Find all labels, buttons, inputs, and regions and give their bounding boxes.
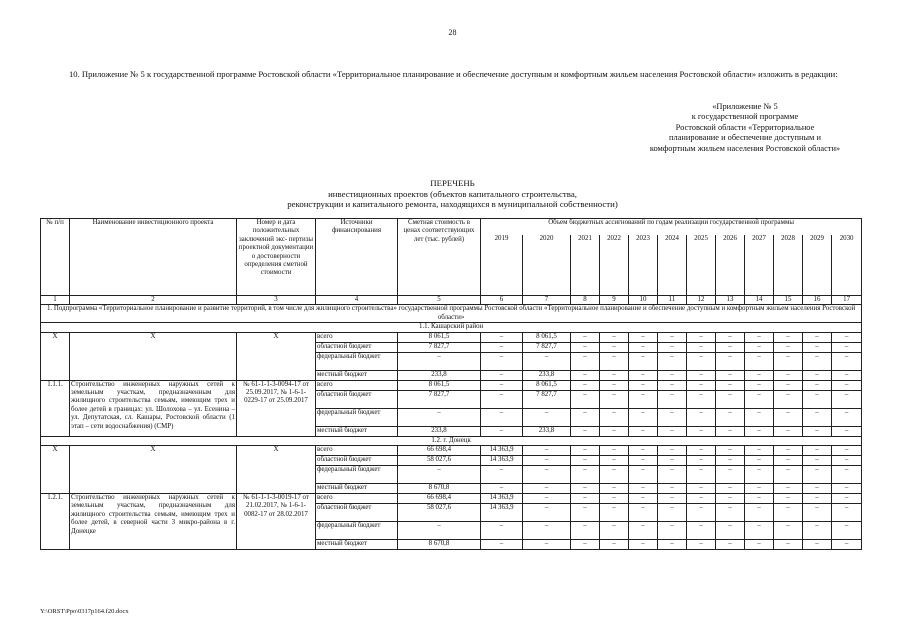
year-value: – bbox=[745, 456, 774, 466]
column-number: 2 bbox=[70, 296, 237, 305]
column-number: 3 bbox=[237, 296, 316, 305]
year-value: – bbox=[658, 332, 687, 342]
year-value: – bbox=[803, 332, 832, 342]
year-value: – bbox=[571, 352, 600, 370]
header-sources: Источники финансирования bbox=[316, 219, 398, 296]
document-title bbox=[0, 178, 905, 210]
year-value: – bbox=[832, 494, 862, 504]
year-header: 2029 bbox=[803, 235, 832, 296]
funding-source: областной бюджет bbox=[316, 456, 398, 466]
year-value: – bbox=[716, 332, 745, 342]
year-value: – bbox=[716, 390, 745, 408]
year-header: 2028 bbox=[774, 235, 803, 296]
estimated-cost: 233,8 bbox=[398, 370, 481, 380]
year-value: – bbox=[600, 540, 629, 550]
subprogram-row bbox=[41, 305, 862, 323]
year-2019-value: – bbox=[481, 540, 523, 550]
year-value: – bbox=[745, 494, 774, 504]
year-header: 2019 bbox=[481, 235, 523, 296]
year-value: – bbox=[832, 408, 862, 426]
year-header: 2030 bbox=[832, 235, 862, 296]
column-number: 5 bbox=[398, 296, 481, 305]
year-2020-value: 233,8 bbox=[523, 426, 571, 436]
year-value: – bbox=[803, 390, 832, 408]
year-2019-value: – bbox=[481, 466, 523, 484]
year-value: – bbox=[745, 540, 774, 550]
year-value: – bbox=[832, 352, 862, 370]
year-value: – bbox=[600, 494, 629, 504]
year-2020-value: 7 827,7 bbox=[523, 342, 571, 352]
year-2020-value: – bbox=[523, 522, 571, 540]
year-header: 2022 bbox=[600, 235, 629, 296]
year-value: – bbox=[716, 540, 745, 550]
year-2020-value: – bbox=[523, 446, 571, 456]
year-value: – bbox=[774, 504, 803, 522]
year-value: – bbox=[745, 380, 774, 390]
year-value: – bbox=[716, 504, 745, 522]
year-value: – bbox=[600, 446, 629, 456]
estimated-cost: – bbox=[398, 522, 481, 540]
funding-source: всего bbox=[316, 494, 398, 504]
year-2019-value: 14 363,9 bbox=[481, 504, 523, 522]
year-value: – bbox=[658, 466, 687, 484]
year-value: – bbox=[716, 370, 745, 380]
section-row bbox=[41, 436, 862, 445]
year-2020-value: – bbox=[523, 352, 571, 370]
year-value: – bbox=[803, 370, 832, 380]
year-value: – bbox=[803, 446, 832, 456]
year-value: – bbox=[571, 426, 600, 436]
year-value: – bbox=[600, 466, 629, 484]
table-row bbox=[41, 494, 862, 504]
year-value: – bbox=[745, 332, 774, 342]
year-value: – bbox=[774, 466, 803, 484]
year-value: – bbox=[774, 342, 803, 352]
year-value: – bbox=[658, 494, 687, 504]
year-value: – bbox=[600, 456, 629, 466]
year-value: – bbox=[774, 456, 803, 466]
year-2019-value: 14 363,9 bbox=[481, 456, 523, 466]
column-number: 1 bbox=[41, 296, 70, 305]
year-value: – bbox=[832, 484, 862, 494]
column-number: 11 bbox=[658, 296, 687, 305]
investment-projects-table bbox=[40, 218, 862, 550]
subprogram-title: 1. Подпрограмма «Территориальное планирование и развитие территорий, в том числе для жилищного строительства» государственной программы Ростовской области «Территориальное планирование и обеспечение доступным и комфортным жильем населения Ростовской области» bbox=[41, 305, 862, 323]
year-value: – bbox=[716, 466, 745, 484]
year-value: – bbox=[600, 380, 629, 390]
year-value: – bbox=[687, 446, 716, 456]
year-value: – bbox=[600, 504, 629, 522]
year-value: – bbox=[774, 352, 803, 370]
year-value: – bbox=[774, 540, 803, 550]
appendix-line: Ростовской области «Территориальное bbox=[675, 122, 815, 132]
appendix-line: к государственной программе bbox=[691, 112, 799, 122]
year-value: – bbox=[716, 408, 745, 426]
year-value: – bbox=[745, 352, 774, 370]
year-value: – bbox=[716, 494, 745, 504]
year-header: 2026 bbox=[716, 235, 745, 296]
year-value: – bbox=[629, 380, 658, 390]
year-2019-value: – bbox=[481, 426, 523, 436]
year-header: 2021 bbox=[571, 235, 600, 296]
expertise-info: Х bbox=[237, 332, 316, 380]
year-value: – bbox=[687, 390, 716, 408]
project-name: Строительство инженерных наружных сетей к земельным участкам, предназначенным для жилищного строительства семьям, имеющим трех и более детей в границах: ул. Шолохова – ул. Есенина – ул. Депутатская, сл. Кашары, Ростовской области (1 этап – сети водоснабжения) (СМР) bbox=[70, 380, 237, 436]
year-value: – bbox=[629, 466, 658, 484]
file-path-footer: Y:\ORST\Ppo\0317p164.f20.docx bbox=[40, 608, 129, 615]
year-value: – bbox=[658, 504, 687, 522]
year-value: – bbox=[832, 466, 862, 484]
year-value: – bbox=[658, 342, 687, 352]
funding-source: областной бюджет bbox=[316, 504, 398, 522]
year-value: – bbox=[687, 484, 716, 494]
year-value: – bbox=[600, 484, 629, 494]
year-value: – bbox=[774, 494, 803, 504]
year-2020-value: – bbox=[523, 484, 571, 494]
year-value: – bbox=[832, 332, 862, 342]
year-value: – bbox=[803, 352, 832, 370]
year-value: – bbox=[687, 504, 716, 522]
column-number: 4 bbox=[316, 296, 398, 305]
year-value: – bbox=[687, 426, 716, 436]
year-value: – bbox=[600, 522, 629, 540]
year-value: – bbox=[774, 408, 803, 426]
row-number: 1.2.1. bbox=[41, 494, 70, 550]
year-value: – bbox=[600, 390, 629, 408]
year-2019-value: – bbox=[481, 352, 523, 370]
year-2020-value: – bbox=[523, 408, 571, 426]
year-2019-value: – bbox=[481, 332, 523, 342]
year-value: – bbox=[571, 456, 600, 466]
estimated-cost: 58 027,6 bbox=[398, 504, 481, 522]
year-value: – bbox=[629, 446, 658, 456]
year-value: – bbox=[745, 484, 774, 494]
year-value: – bbox=[716, 380, 745, 390]
year-value: – bbox=[832, 522, 862, 540]
year-value: – bbox=[745, 342, 774, 352]
expertise-info: № 61-1-1-3-0019-17 от 21.02.2017, № 1-6-1-0082-17 от 28.02.2017 bbox=[237, 494, 316, 550]
year-value: – bbox=[629, 370, 658, 380]
year-value: – bbox=[629, 332, 658, 342]
year-value: – bbox=[658, 484, 687, 494]
estimated-cost: 66 698,4 bbox=[398, 494, 481, 504]
year-2019-value: – bbox=[481, 390, 523, 408]
year-value: – bbox=[687, 342, 716, 352]
estimated-cost: 7 827,7 bbox=[398, 390, 481, 408]
year-header: 2025 bbox=[687, 235, 716, 296]
year-value: – bbox=[571, 370, 600, 380]
year-value: – bbox=[774, 484, 803, 494]
estimated-cost: 8 061,5 bbox=[398, 332, 481, 342]
year-value: – bbox=[716, 456, 745, 466]
year-value: – bbox=[803, 426, 832, 436]
year-2019-value: – bbox=[481, 370, 523, 380]
year-value: – bbox=[571, 504, 600, 522]
year-2019-value: 14 363,9 bbox=[481, 446, 523, 456]
column-number: 10 bbox=[629, 296, 658, 305]
total-name: Х bbox=[70, 332, 237, 380]
year-value: – bbox=[832, 540, 862, 550]
year-value: – bbox=[658, 380, 687, 390]
page-number: 28 bbox=[448, 28, 457, 37]
year-value: – bbox=[803, 484, 832, 494]
funding-source: областной бюджет bbox=[316, 342, 398, 352]
year-value: – bbox=[832, 504, 862, 522]
year-value: – bbox=[629, 540, 658, 550]
year-value: – bbox=[600, 370, 629, 380]
year-header: 2020 bbox=[523, 235, 571, 296]
year-2020-value: – bbox=[523, 494, 571, 504]
year-value: – bbox=[658, 408, 687, 426]
year-value: – bbox=[832, 446, 862, 456]
year-2020-value: 8 061,5 bbox=[523, 380, 571, 390]
column-number: 9 bbox=[600, 296, 629, 305]
year-2020-value: – bbox=[523, 456, 571, 466]
column-number: 7 bbox=[523, 296, 571, 305]
funding-source: всего bbox=[316, 380, 398, 390]
year-value: – bbox=[658, 390, 687, 408]
estimated-cost: 8 670,8 bbox=[398, 484, 481, 494]
funding-source: местный бюджет bbox=[316, 540, 398, 550]
year-value: – bbox=[687, 370, 716, 380]
year-value: – bbox=[774, 332, 803, 342]
funding-source: всего bbox=[316, 446, 398, 456]
year-value: – bbox=[629, 352, 658, 370]
year-value: – bbox=[716, 342, 745, 352]
expertise-info: Х bbox=[237, 446, 316, 494]
column-number: 15 bbox=[774, 296, 803, 305]
year-header: 2024 bbox=[658, 235, 687, 296]
column-number: 6 bbox=[481, 296, 523, 305]
year-value: – bbox=[774, 390, 803, 408]
column-number: 16 bbox=[803, 296, 832, 305]
year-value: – bbox=[629, 522, 658, 540]
year-value: – bbox=[745, 446, 774, 456]
year-value: – bbox=[629, 342, 658, 352]
title-line: ПЕРЕЧЕНЬ bbox=[430, 178, 475, 188]
funding-source: федеральный бюджет bbox=[316, 466, 398, 484]
year-value: – bbox=[803, 408, 832, 426]
table-row bbox=[41, 332, 862, 342]
row-number: Х bbox=[41, 446, 70, 494]
row-number: Х bbox=[41, 332, 70, 380]
year-value: – bbox=[774, 370, 803, 380]
year-value: – bbox=[716, 522, 745, 540]
year-value: – bbox=[571, 380, 600, 390]
header-budget: Объем бюджетных ассигнований по годам реализации государственной программы bbox=[481, 219, 862, 236]
year-value: – bbox=[803, 494, 832, 504]
column-number-row bbox=[41, 296, 862, 305]
title-line: реконструкции и капитального ремонта, находящихся в муниципальной собственности) bbox=[287, 199, 618, 209]
funding-source: местный бюджет bbox=[316, 484, 398, 494]
year-value: – bbox=[716, 426, 745, 436]
estimated-cost: 66 698,4 bbox=[398, 446, 481, 456]
section-row bbox=[41, 323, 862, 332]
year-value: – bbox=[571, 332, 600, 342]
year-value: – bbox=[571, 494, 600, 504]
year-value: – bbox=[629, 494, 658, 504]
title-line: инвестиционных проектов (объектов капитального строительства, bbox=[328, 188, 577, 199]
year-value: – bbox=[716, 352, 745, 370]
header-num: № п/п bbox=[41, 219, 70, 296]
year-value: – bbox=[745, 390, 774, 408]
year-value: – bbox=[571, 446, 600, 456]
year-value: – bbox=[832, 426, 862, 436]
year-value: – bbox=[803, 504, 832, 522]
year-value: – bbox=[803, 380, 832, 390]
year-2019-value: – bbox=[481, 342, 523, 352]
header-name: Наименование инвестиционного проекта bbox=[70, 219, 237, 296]
year-header: 2027 bbox=[745, 235, 774, 296]
estimated-cost: 7 827,7 bbox=[398, 342, 481, 352]
year-value: – bbox=[832, 370, 862, 380]
estimated-cost: 233,8 bbox=[398, 426, 481, 436]
year-value: – bbox=[745, 504, 774, 522]
appendix-line: комфортным жильем населения Ростовской области» bbox=[649, 143, 841, 153]
table-row bbox=[41, 380, 862, 390]
year-2019-value: – bbox=[481, 484, 523, 494]
year-value: – bbox=[774, 380, 803, 390]
year-value: – bbox=[600, 332, 629, 342]
year-value: – bbox=[658, 522, 687, 540]
year-value: – bbox=[687, 456, 716, 466]
year-value: – bbox=[658, 446, 687, 456]
year-value: – bbox=[687, 352, 716, 370]
year-value: – bbox=[832, 380, 862, 390]
year-value: – bbox=[687, 494, 716, 504]
year-value: – bbox=[832, 456, 862, 466]
year-value: – bbox=[629, 456, 658, 466]
funding-source: федеральный бюджет bbox=[316, 408, 398, 426]
year-value: – bbox=[716, 484, 745, 494]
funding-source: местный бюджет bbox=[316, 370, 398, 380]
year-value: – bbox=[803, 342, 832, 352]
year-value: – bbox=[832, 390, 862, 408]
intro-paragraph: 10. Приложение № 5 к государственной программе Ростовской области «Территориальное планирование и обеспечение доступным и комфортным жильем населения Ростовской области» изложить в редакции: bbox=[69, 69, 838, 79]
year-value: – bbox=[745, 426, 774, 436]
year-value: – bbox=[774, 522, 803, 540]
column-number: 13 bbox=[716, 296, 745, 305]
year-value: – bbox=[629, 504, 658, 522]
column-number: 17 bbox=[832, 296, 862, 305]
estimated-cost: – bbox=[398, 408, 481, 426]
section-title: 1.2. г. Донецк bbox=[41, 436, 862, 445]
estimated-cost: – bbox=[398, 466, 481, 484]
estimated-cost: 8 061,5 bbox=[398, 380, 481, 390]
year-value: – bbox=[629, 426, 658, 436]
year-2020-value: – bbox=[523, 466, 571, 484]
year-value: – bbox=[600, 342, 629, 352]
year-value: – bbox=[571, 408, 600, 426]
project-name: Строительство инженерных наружных сетей к земельным участкам, предназначенным для жилищного строительства семьям, имеющим трех и более детей, в северной части 3 микро-района в г. Донецке bbox=[70, 494, 237, 550]
section-title: 1.1. Кашарский район bbox=[41, 323, 862, 332]
appendix-line: «Приложение № 5 bbox=[712, 102, 778, 111]
table-header-row bbox=[41, 219, 862, 236]
year-value: – bbox=[687, 408, 716, 426]
year-value: – bbox=[774, 426, 803, 436]
funding-source: федеральный бюджет bbox=[316, 352, 398, 370]
year-value: – bbox=[571, 522, 600, 540]
year-value: – bbox=[803, 540, 832, 550]
year-value: – bbox=[745, 466, 774, 484]
year-value: – bbox=[687, 522, 716, 540]
year-value: – bbox=[571, 540, 600, 550]
estimated-cost: 58 027,6 bbox=[398, 456, 481, 466]
year-value: – bbox=[600, 426, 629, 436]
funding-source: всего bbox=[316, 332, 398, 342]
year-value: – bbox=[600, 352, 629, 370]
year-2019-value: 14 363,9 bbox=[481, 494, 523, 504]
year-value: – bbox=[803, 466, 832, 484]
column-number: 14 bbox=[745, 296, 774, 305]
funding-source: федеральный бюджет bbox=[316, 522, 398, 540]
year-2019-value: – bbox=[481, 380, 523, 390]
appendix-header bbox=[612, 102, 878, 154]
year-value: – bbox=[600, 408, 629, 426]
appendix-line: планирование и обеспечение доступным и bbox=[669, 133, 821, 143]
column-number: 12 bbox=[687, 296, 716, 305]
year-value: – bbox=[687, 466, 716, 484]
estimated-cost: – bbox=[398, 352, 481, 370]
year-value: – bbox=[571, 390, 600, 408]
year-value: – bbox=[658, 456, 687, 466]
year-2019-value: – bbox=[481, 522, 523, 540]
table-row bbox=[41, 446, 862, 456]
funding-source: областной бюджет bbox=[316, 390, 398, 408]
year-value: – bbox=[571, 484, 600, 494]
year-value: – bbox=[629, 390, 658, 408]
year-value: – bbox=[687, 332, 716, 342]
year-value: – bbox=[774, 446, 803, 456]
column-number: 8 bbox=[571, 296, 600, 305]
year-value: – bbox=[745, 522, 774, 540]
year-value: – bbox=[658, 370, 687, 380]
year-value: – bbox=[658, 426, 687, 436]
year-2020-value: 8 061,5 bbox=[523, 332, 571, 342]
year-value: – bbox=[687, 540, 716, 550]
year-header: 2023 bbox=[629, 235, 658, 296]
expertise-info: № 61-1-1-3-0094-17 от 25.09.2017, № 1-6-1-0229-17 от 25.09.2017 bbox=[237, 380, 316, 436]
year-value: – bbox=[803, 522, 832, 540]
year-value: – bbox=[629, 484, 658, 494]
year-value: – bbox=[571, 342, 600, 352]
year-value: – bbox=[745, 408, 774, 426]
header-cost: Сметная стоимость в ценах соответствующих лет (тыс. рублей) bbox=[398, 219, 481, 296]
year-2020-value: – bbox=[523, 504, 571, 522]
funding-source: местный бюджет bbox=[316, 426, 398, 436]
year-value: – bbox=[629, 408, 658, 426]
year-value: – bbox=[687, 380, 716, 390]
year-value: – bbox=[658, 540, 687, 550]
year-value: – bbox=[658, 352, 687, 370]
header-expertise: Номер и дата положительных заключений экс- пертизы проектной документации о достоверности определения сметной стоимости bbox=[237, 219, 316, 296]
year-value: – bbox=[716, 446, 745, 456]
year-2019-value: – bbox=[481, 408, 523, 426]
total-name: Х bbox=[70, 446, 237, 494]
year-2020-value: 233,8 bbox=[523, 370, 571, 380]
year-value: – bbox=[832, 342, 862, 352]
estimated-cost: 8 670,8 bbox=[398, 540, 481, 550]
year-value: – bbox=[803, 456, 832, 466]
year-2020-value: 7 827,7 bbox=[523, 390, 571, 408]
year-value: – bbox=[571, 466, 600, 484]
row-number: 1.1.1. bbox=[41, 380, 70, 436]
year-value: – bbox=[745, 370, 774, 380]
year-2020-value: – bbox=[523, 540, 571, 550]
